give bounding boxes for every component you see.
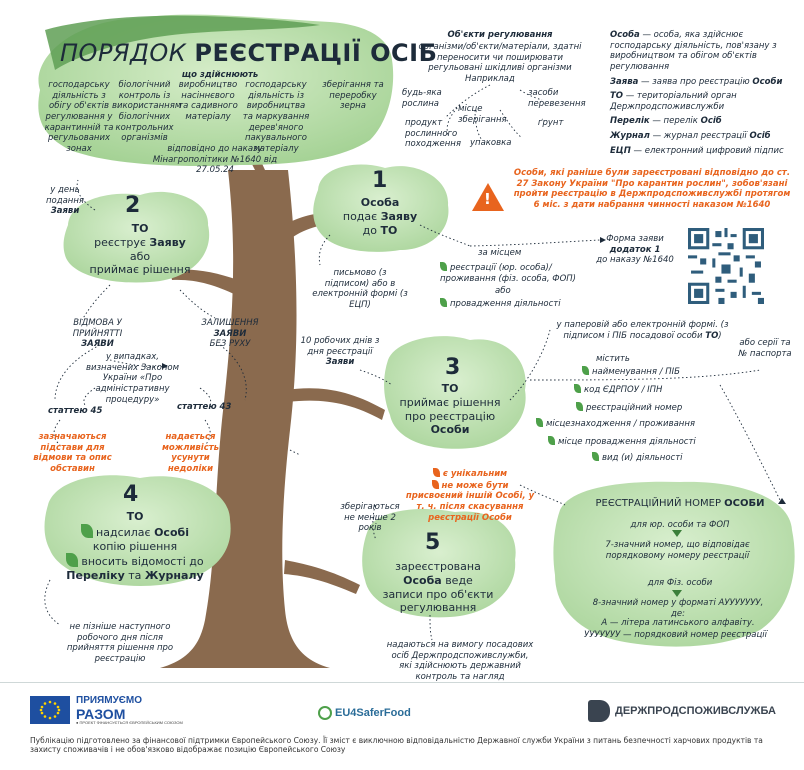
object-plant-product: продукт рослинного походження [405,118,461,150]
step-1-number: 1 [372,168,388,193]
objects-title: Об'єкти регулювання [447,30,553,40]
step-2-day: у день подання Заяви [45,185,85,217]
crown-item-3: виробництво насіннєвого та садивного матеріалу [178,80,238,122]
footer-separator [0,682,804,683]
step-3-field-3: реєстраційний номер [576,402,682,414]
glossary-item-journal: Журнал — журнал реєстрації Осіб [610,131,771,141]
crown-item-5: зберігання та переробку зерна [322,80,384,112]
page-title [60,38,437,68]
step-1-or: або [495,286,511,296]
step-1-where-registration: реєстрації (юр. особа)/ проживання (фіз. особа, ФОП) [440,263,576,284]
glossary-item-application: Заява — заява про реєстрацію Особи [610,76,783,87]
step-2-refuse: ВІДМОВА У ПРИЙНЯТТІ ЗАЯВИ [72,318,123,350]
crown-order: відповідно до наказу Мінагрополітики №1640 від 27.05.24 [152,144,278,176]
glossary-item-to: ТО — територіальний орган Держпродспоживслужби [610,91,737,112]
step-3-field-2: код ЄДРПОУ / ІПН [574,384,662,396]
step-1-where: за місцем [478,248,522,258]
step-2-leave: ЗАЛИШЕННЯ ЗАЯВИ БЕЗ РУХУ [201,318,259,350]
step-2-res2: надається можливість усунути недоліки [161,432,220,474]
warning-text: Особи, які раніше були зареєстровані відповідно до ст. 27 Закону України "Про карантин рослин", зобов'язані пройти реєстрацію в Держпродспоживслужбі протягом 6 міс. з дати набрання чинності наказом №1640 [513,168,791,210]
step-4-deadline: не пізніше наступного робочого дня після прийняття рішення про реєстрацію [66,622,174,664]
regnum-a-desc: А — літера латинського алфавіту. [601,618,755,628]
glossary-item-ecp: ЕЦП — електронний цифровий підпис [610,145,784,156]
step-5-number: 5 [425,530,441,555]
objects-desc: організми/об'єкти/матеріали, здатні переносити чи поширювати регульовані шкідливі організми [418,42,582,74]
regnum-legal-desc: 7-значний номер, що відповідає порядковому номеру реєстрації [605,540,750,561]
step-3-text: ТО приймає рішення про реєстрацію Особи [399,382,501,437]
title-bold: РЕЄСТРАЦІЇ ОСІБ [194,39,438,67]
step-2-number: 2 [125,193,141,218]
step-4-text: ТО надсилає Особі копію рішення вносить відомості до Переліку та Журналу [66,510,204,582]
object-transport: засоби перевезення [528,88,586,109]
step-3-field-1: найменування / ПІБ [582,366,680,378]
dpss-icon [588,700,610,722]
step-4-number: 4 [123,482,139,507]
qr-code[interactable] [688,228,764,304]
regnum-title: РЕЄСТРАЦІЙНИЙ НОМЕР ОСОБИ [595,498,765,509]
eu-flag-icon [30,696,70,724]
title-light: ПОРЯДОК [60,39,195,67]
eu4saferfood-logo: EU4SaferFood [318,704,411,722]
step-5-provide: надаються на вимогу посадових осіб Держпродспоживслужби, які здійснюють державний контроль та нагляд [386,640,534,682]
step-2-cases: у випадках, визначених Законом України «Про адміністративну процедуру» [85,352,180,405]
step-2-art45: статтею 45 [48,406,103,416]
step-3-field-5: місце провадження діяльності [548,436,696,448]
object-plant: будь-яка рослина [402,88,442,109]
crown-subtitle: що здійснюють [181,70,259,80]
regnum-phys: для Фіз. особи [647,578,713,588]
step-2-text: ТО реєструє Заяву або приймає рішення [89,222,191,277]
regnum-legal: для юр. особи та ФОП [630,520,730,530]
step-3-field-6: вид (и) діяльності [592,452,683,464]
crown-item-1: господарську діяльність з обігу об'єктів регулювання у карантинній та регульованих зонах [44,80,114,154]
crown-item-4: господарську діяльність із виробництва та маркування дерев'яного пакувального матеріалу [242,80,310,154]
unique-note: є унікальним не може бути присвоєний іншій Особі, у т. ч. після скасування реєстрації Особи [405,469,535,523]
objects-example: Наприклад [465,74,515,84]
glossary-item-person: Особа — особа, яка здійснює господарську діяльність, пов'язану з виробництвом та обігом об'єктів регулювання [610,30,777,72]
step-2-art43: статтею 43 [177,402,232,412]
warning-icon-mark: ! [484,190,491,208]
dpss-logo: ДЕРЖПРОДСПОЖИВСЛУЖБА [588,700,776,722]
step-1-text: Особа подає Заяву до ТО [342,196,418,237]
regnum-y-desc: УУУУУУУ — порядковий номер реєстрації [584,630,767,640]
object-storage: місце зберігання [458,104,507,125]
object-soil: ґрунт [538,118,564,128]
step-3-days: 10 робочих днів з дня реєстрації Заяви [300,336,380,368]
glossary-item-list: Перелік — перелік Осіб [610,116,722,127]
glossary [610,30,795,160]
step-1-where-activity: провадження діяльності [440,298,580,310]
step-3-field-4: місцезнаходження / проживання [536,418,695,430]
step-1-form: Форма заяви додаток 1 до наказу №1640 [596,234,674,266]
crown-item-2: біологічний контроль із використанням біологічних контрольних організмів [112,80,182,144]
step-3-form: у паперовій або електронній формі. (з підписом і ПІБ посадової особи ТО) [556,320,729,341]
step-1-how: письмово (з підписом) або в електронній формі (з ЕЦП) [312,268,408,310]
regnum-phys-desc: 8-значний номер у форматі АУУУУУУУ, де: [592,598,764,619]
object-packaging: упаковка [470,138,512,148]
step-3-number: 3 [445,355,461,380]
step-3-passport: або серії та № паспорта [738,338,792,359]
eu4saferfood-icon [318,706,332,720]
step-5-text: зареєстрована Особа веде записи про об'єкти регулювання [382,560,494,615]
step-3-contains: містить [596,354,630,364]
step-2-res1: зазначаються підстави для відмови та опис обставин [33,432,112,474]
step-5-keep: зберігаються не менше 2 років [340,502,400,534]
footer-disclaimer: Публікацію підготовлено за фінансової підтримки Європейського Союзу. Її зміст є виключною відповідальністю Державної служби України з питань безпечності харчових продуктів та захисту споживачів і не обов'язково відображає позицію Європейського Союзу [30,736,763,755]
eu-logo-text: ПРИЯМУЄМО РАЗОМ ● ПРОЕКТ ФІНАНСУЄТЬСЯ ЄВРОПЕЙСЬКИМ СОЮЗОМ [76,695,183,726]
